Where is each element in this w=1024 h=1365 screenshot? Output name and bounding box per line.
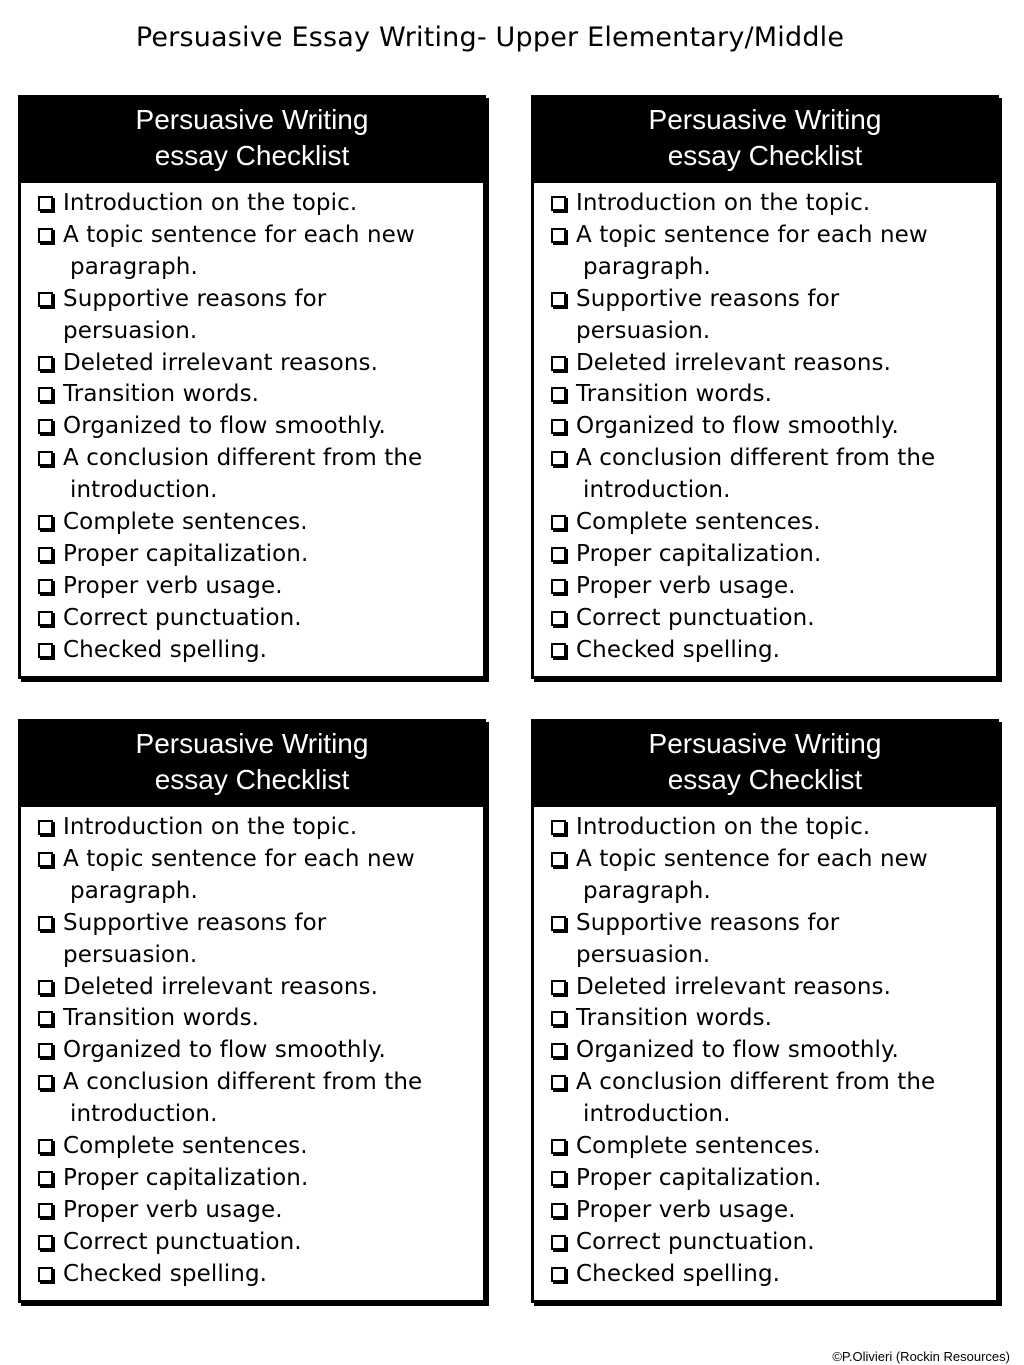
checklist-item-label: A topic sentence for each new	[576, 221, 928, 248]
checklist-item	[548, 812, 996, 844]
checklist-item-label-continued: introduction.	[583, 1101, 731, 1128]
checklist-item-label: Correct punctuation.	[576, 1228, 815, 1255]
checklist-item	[548, 1067, 996, 1131]
checklist-item-label: Organized to flow smoothly.	[63, 413, 386, 440]
checklist-item-label-continued: paragraph.	[70, 253, 198, 280]
checkbox-icon[interactable]	[551, 1235, 566, 1250]
checklist-item-label: Deleted irrelevant reasons.	[63, 349, 378, 376]
checklist-item	[35, 571, 483, 603]
checklist-item-label: Deleted irrelevant reasons.	[63, 973, 378, 1000]
checklist-item-label: A conclusion different from the	[576, 445, 936, 472]
checkbox-icon[interactable]	[38, 1011, 53, 1026]
checklist-item	[548, 571, 996, 603]
checklist-item-label: Introduction on the topic.	[576, 190, 871, 216]
checklist-item	[35, 284, 483, 348]
checklist-item	[548, 1003, 996, 1035]
checkbox-icon[interactable]	[38, 1139, 53, 1154]
checkbox-icon[interactable]	[38, 820, 53, 835]
checklist-item	[548, 1259, 996, 1291]
checkbox-icon[interactable]	[38, 916, 53, 931]
checkbox-icon[interactable]	[38, 1267, 53, 1282]
checkbox-icon[interactable]	[551, 820, 566, 835]
checklist-item	[548, 635, 996, 667]
checklist-item-label-continued: paragraph.	[583, 253, 711, 280]
checklist-card	[18, 95, 486, 679]
checklist-item-label: A topic sentence for each new	[576, 845, 928, 872]
checklist-item-label: Supportive reasons for	[63, 285, 327, 312]
checklist-item-label-continued: persuasion.	[63, 941, 198, 968]
checklist-item-label: Correct punctuation.	[63, 1228, 302, 1255]
checklist-heading-line1: Persuasive Writing	[135, 104, 369, 135]
checklist-item	[35, 188, 483, 220]
checklist-item	[35, 539, 483, 571]
checklist-item	[35, 1131, 483, 1163]
checklist-item-label: Introduction on the topic.	[63, 814, 358, 840]
checklist-heading	[18, 95, 486, 183]
checkbox-icon[interactable]	[551, 451, 566, 466]
checklist-item	[548, 972, 996, 1004]
checklist-item-label: Proper capitalization.	[576, 1164, 822, 1191]
checkbox-icon[interactable]	[38, 196, 53, 211]
checklist-item	[548, 443, 996, 507]
checklist-item-label: Transition words.	[576, 1005, 773, 1032]
checklist-item	[35, 635, 483, 667]
checklist-item-label: Organized to flow smoothly.	[63, 1037, 386, 1064]
checklist-item-label: Transition words.	[576, 381, 773, 408]
checklist-card	[531, 719, 999, 1303]
checklist-item-label-continued: paragraph.	[70, 877, 198, 904]
checkbox-icon[interactable]	[38, 356, 53, 371]
checklist-item-label: Deleted irrelevant reasons.	[576, 973, 891, 1000]
checklist-item	[35, 1195, 483, 1227]
checklist-heading-line2: essay Checklist	[154, 140, 350, 171]
checklist-item	[35, 1067, 483, 1131]
checklist-item-label: Introduction on the topic.	[63, 190, 358, 216]
checklist-item	[35, 348, 483, 380]
checklist-heading-line1: Persuasive Writing	[135, 728, 369, 759]
checkbox-icon[interactable]	[551, 1171, 566, 1186]
checkbox-icon[interactable]	[38, 980, 53, 995]
checkbox-icon[interactable]	[551, 356, 566, 371]
checklist-item	[548, 1131, 996, 1163]
checkbox-icon[interactable]	[38, 1235, 53, 1250]
checkbox-icon[interactable]	[38, 1171, 53, 1186]
checklist-item-label: Proper capitalization.	[576, 540, 822, 567]
checklist-item-label: A topic sentence for each new	[63, 221, 415, 248]
checklist-item-label: Supportive reasons for	[63, 909, 327, 936]
checkbox-icon[interactable]	[551, 515, 566, 530]
checklist-items	[35, 812, 483, 1291]
checklist-item	[548, 603, 996, 635]
checklist-item	[35, 1035, 483, 1067]
checklist-items	[548, 188, 996, 667]
checkbox-icon[interactable]	[551, 980, 566, 995]
checklist-item-label-continued: introduction.	[583, 477, 731, 504]
checklist-item	[548, 539, 996, 571]
checklist-card	[531, 95, 999, 679]
checklist-item-label: A conclusion different from the	[576, 1069, 936, 1096]
checklist-heading-line2: essay Checklist	[154, 764, 350, 795]
checklist-item-label: Transition words.	[63, 381, 260, 408]
checklist-items	[35, 188, 483, 667]
checklist-item-label: Supportive reasons for	[576, 909, 840, 936]
checklist-heading	[531, 95, 999, 183]
checkbox-icon[interactable]	[551, 1011, 566, 1026]
checklist-item	[548, 908, 996, 972]
checklist-item	[35, 220, 483, 284]
checkbox-icon[interactable]	[551, 611, 566, 626]
checklist-item	[548, 379, 996, 411]
checkbox-icon[interactable]	[551, 916, 566, 931]
checklist-item	[548, 844, 996, 908]
checklist-item-label: Correct punctuation.	[576, 604, 815, 631]
checkbox-icon[interactable]	[38, 387, 53, 402]
checklist-item-label: Proper verb usage.	[63, 1196, 283, 1223]
checklist-item	[548, 411, 996, 443]
checklist-heading-line1: Persuasive Writing	[648, 104, 882, 135]
checkbox-icon[interactable]	[551, 387, 566, 402]
checkbox-icon[interactable]	[551, 1075, 566, 1090]
checkbox-icon[interactable]	[38, 419, 53, 434]
checklist-item	[35, 1003, 483, 1035]
checkbox-icon[interactable]	[551, 292, 566, 307]
checklist-item-label: Proper capitalization.	[63, 540, 309, 567]
checklist-item-label-continued: paragraph.	[583, 877, 711, 904]
checkbox-icon[interactable]	[551, 852, 566, 867]
checklist-item-label: Organized to flow smoothly.	[576, 413, 899, 440]
checkbox-icon[interactable]	[551, 1203, 566, 1218]
copyright-credit: ©P.Olivieri (Rockin Resources)	[832, 1349, 1010, 1364]
checklist-item-label-continued: persuasion.	[576, 317, 711, 344]
checklist-item	[35, 812, 483, 844]
checklist-item	[35, 411, 483, 443]
checklist-item-label: Complete sentences.	[576, 1133, 821, 1160]
page-title: Persuasive Essay Writing- Upper Elementary/Middle	[135, 22, 845, 53]
checklist-item-label-continued: persuasion.	[576, 941, 711, 968]
checkbox-icon[interactable]	[551, 419, 566, 434]
checklist-item-label: Proper verb usage.	[576, 572, 796, 599]
checklist-item-label: Introduction on the topic.	[576, 814, 871, 840]
checklist-heading	[531, 719, 999, 807]
checklist-item	[548, 507, 996, 539]
checklist-item	[548, 220, 996, 284]
checkbox-icon[interactable]	[38, 547, 53, 562]
checklist-heading	[18, 719, 486, 807]
checklist-item	[548, 1163, 996, 1195]
checkbox-icon[interactable]	[38, 451, 53, 466]
checklist-item	[35, 972, 483, 1004]
checkbox-icon[interactable]	[551, 1267, 566, 1282]
checkbox-icon[interactable]	[38, 228, 53, 243]
checklist-item-label: A conclusion different from the	[63, 445, 423, 472]
checklist-item-label-continued: introduction.	[70, 1101, 218, 1128]
checkbox-icon[interactable]	[551, 1139, 566, 1154]
checklist-heading-line1: Persuasive Writing	[648, 728, 882, 759]
checklist-item-label: Complete sentences.	[576, 509, 821, 536]
checklist-item-label: Correct punctuation.	[63, 604, 302, 631]
checklist-item-label: Organized to flow smoothly.	[576, 1037, 899, 1064]
checklist-item	[548, 1035, 996, 1067]
checklist-heading-line2: essay Checklist	[667, 764, 863, 795]
checklist-item-label: A conclusion different from the	[63, 1069, 423, 1096]
checklist-card	[18, 719, 486, 1303]
checklist-item	[548, 1195, 996, 1227]
checkbox-icon[interactable]	[38, 1075, 53, 1090]
checklist-item-label: Checked spelling.	[576, 1260, 781, 1287]
checkbox-icon[interactable]	[38, 852, 53, 867]
checklist-item	[548, 188, 996, 220]
checklist-item	[35, 507, 483, 539]
checklist-item	[548, 284, 996, 348]
checklist-item-label-continued: introduction.	[70, 477, 218, 504]
checklist-item	[35, 1163, 483, 1195]
checkbox-icon[interactable]	[551, 579, 566, 594]
checklist-item-label: Checked spelling.	[63, 1260, 268, 1287]
checkbox-icon[interactable]	[38, 515, 53, 530]
checklist-item-label-continued: persuasion.	[63, 317, 198, 344]
checklist-item	[35, 844, 483, 908]
checkbox-icon[interactable]	[551, 1043, 566, 1058]
checklist-item-label: Checked spelling.	[576, 636, 781, 663]
checklist-heading-line2: essay Checklist	[667, 140, 863, 171]
checklist-item-label: Proper verb usage.	[63, 572, 283, 599]
checklist-item	[35, 603, 483, 635]
checklist-item-label: Supportive reasons for	[576, 285, 840, 312]
checkbox-icon[interactable]	[38, 611, 53, 626]
checklist-items	[548, 812, 996, 1291]
checkbox-icon[interactable]	[38, 643, 53, 658]
checkbox-icon[interactable]	[38, 1203, 53, 1218]
checklist-item-label: Complete sentences.	[63, 1133, 308, 1160]
checkbox-icon[interactable]	[551, 643, 566, 658]
checklist-item-label: Complete sentences.	[63, 509, 308, 536]
checklist-item-label: Checked spelling.	[63, 636, 268, 663]
checkbox-icon[interactable]	[38, 292, 53, 307]
checklist-item	[35, 1259, 483, 1291]
checklist-item	[548, 348, 996, 380]
checklist-item	[35, 908, 483, 972]
checklist-item-label: Deleted irrelevant reasons.	[576, 349, 891, 376]
checkbox-icon[interactable]	[551, 228, 566, 243]
checklist-item	[548, 1227, 996, 1259]
checklist-item-label: Proper capitalization.	[63, 1164, 309, 1191]
checklist-item-label: Proper verb usage.	[576, 1196, 796, 1223]
checklist-item	[35, 443, 483, 507]
checklist-item	[35, 1227, 483, 1259]
checklist-item	[35, 379, 483, 411]
checkbox-icon[interactable]	[38, 1043, 53, 1058]
checklist-item-label: A topic sentence for each new	[63, 845, 415, 872]
checkbox-icon[interactable]	[551, 547, 566, 562]
checklist-item-label: Transition words.	[63, 1005, 260, 1032]
checkbox-icon[interactable]	[551, 196, 566, 211]
checkbox-icon[interactable]	[38, 579, 53, 594]
